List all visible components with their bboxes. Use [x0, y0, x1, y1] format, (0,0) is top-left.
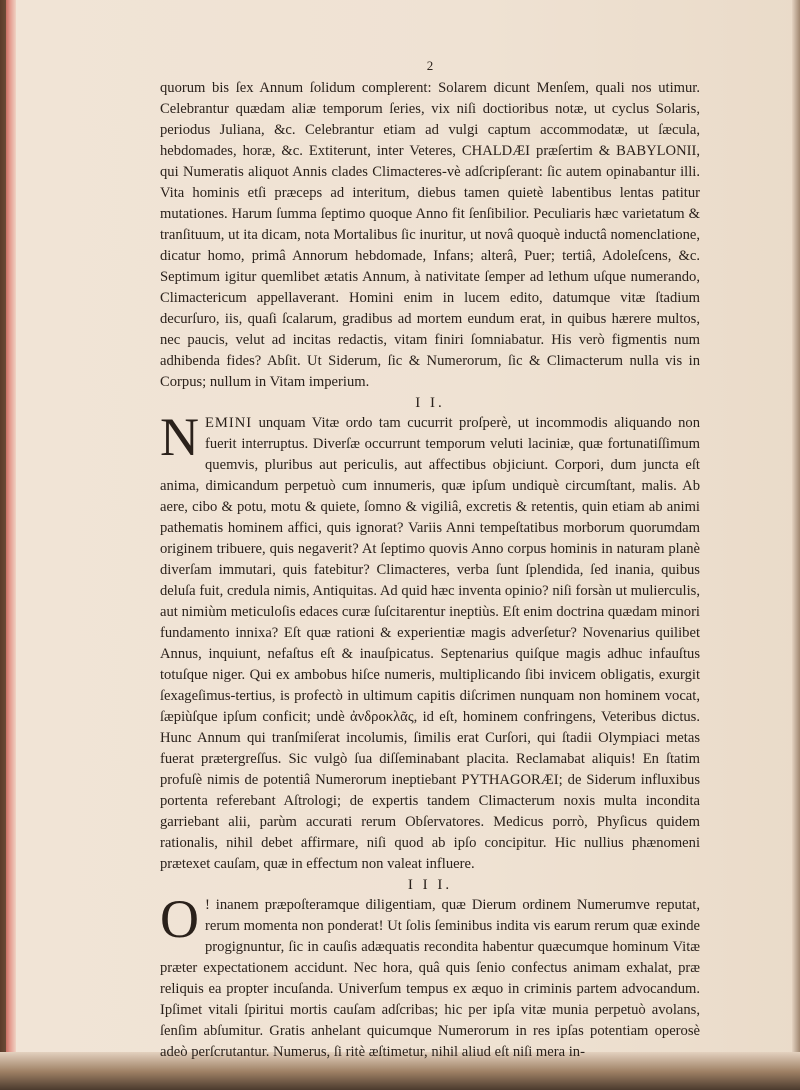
- text-page: [160, 58, 700, 1063]
- page-edge-right: [792, 0, 800, 1090]
- section-2-paragraph: [160, 407, 700, 875]
- page-number: 2: [426, 58, 434, 73]
- paragraph-text: unquam Vitæ ordo tam cucurrit proſperè, ut incommodis aliquando non fuerit interruptus. Diverſæ occurrunt temporum veluti laciniæ, quæ fortunatiſſimum quemvis, pluribus aut periculis, aut affectibus objiciunt. Corpori, dum juncta eſt anima, dimicandum perpetuò cum innumeris, quæ ipſum undiquè circumſtant, malis. Ab aere, cibo & potu, motu & quiete, ſomno & vigiliâ, excretis & retentis, quin etiam ab animi pathematis hominem affici, quis ignorat? Variis Anni tempeſtatibus morborum quorumdam originem tribuere, quis negaverit? At ſeptimo quovis Anno corpus hominis in naturam planè diverſam immutari, quis fatebitur? Climacteres, verba ſunt ſplendida, ſed inania, quibus deluſa fuit, credula nimis, Antiquitas. Ad quid hæc inventa opinio? niſi forsàn ut mulierculis, aut nimiùm meticuloſis edaces curæ ſuſcitarentur ineptiùs. Eſt enim doctrina quædam minori fundamento innixa? Eſt quæ rationi & experientiæ magis adverſetur? Novenarius quilibet Annus, inquiunt, nefaſtus eſt & inauſpicatus. Septenarius quiſque magis adhuc infauſtus totuſque niger. Qui ex ambobus hiſce numeris, multiplicando ſibi invicem obligatis, exurgit ſexageſimus-tertius, is profectò in ultimum capitis diſcrimen nunquam non hominem vocat, ſæpiùſque ipſum conficit; undè ἀνδροκλᾶς, id eſt, hominem confringens, Veteribus dictus. Hunc Annum qui tranſmiſerat incolumis, ſimilis erat Curſori, qui ſtadii Olympiaci metas fuerat prætergreſſus. Sic vulgò ſua diſſeminabant placita. Reclamabat aliquis! En ſtatim profuſè nimis de potentiâ Numerorum ineptiebant PYTHAGORÆI; de Siderum influxibus portenta referebant Aſtrologi; de expertis tandem Climacterum noxis multa incondita garriebant alii, parùm accurati rerum Obſervatores. Medicus porrò, Phyſicus quidem rationalis, nihil debet affirmare, niſi quod ab ipſo concipitur. Hic nullius phænomeni prætexet cauſam, quæ in effectum non valeat influere.: [160, 415, 700, 872]
- paragraph-text: quorum bis ſex Annum ſolidum complerent: Solarem dicunt Menſem, quali nos utimur. Celebrantur quædam aliæ temporum ſeries, vix niſi doctioribus notæ, ut cyclus Solaris, periodus Juliana, &c. Celebrantur etiam ad vulgi captum accommodatæ, ut ſæcula, hebdomades, horæ, &c. Extiterunt, inter Veteres, CHALDÆI præſertim & BABYLONII, qui Numeratis aliquot Annis clades Climacteres-vè adſcripſerant: ſic autem opinabantur illi. Vita hominis etſi præceps ad interitum, diebus tamen quietè labentibus lentas patitur mutationes. Harum ſumma ſeptimo quoque Anno fit ſenſibilior. Peculiaris hæc varietatum & tranſituum, ut ita dicam, nota Mortalibus ſic inuritur, ut novâ quoquè inductâ nomenclatione, dicatur homo, primâ Annorum hebdomade, Infans; alterâ, Puer; tertiâ, Adoleſcens, &c. Septimum igitur quemlibet ætatis Annum, à nativitate ſemper ad lethum uſque numerando, Climactericum appellaverant. Homini enim in lucem edito, datumque vitæ ſtadium decurſuro, iis, quaſi ſcalarum, gradibus ad mortem eundum erat, in quibus hærere multos, nec paucis, velut ad incitas redactis, vitam finiri ſomniabatur. His verò figmentis num adhibenda fides? Abſit. Ut Siderum, ſic & Numerorum, ſic & Climacterum nulla vis in Corpus; nullum in Vitam imperium.: [160, 80, 700, 390]
- section-3-paragraph: [160, 889, 700, 1063]
- page-edge-left: [6, 0, 16, 1090]
- paragraph-text: ! inanem præpoſteramque diligentiam, quæ Dierum ordinem Numerumve reputat, rerum momenta non ponderat! Ut ſolis ſeminibus indita vis earum rerum quæ exinde progignuntur, ſic in cauſis adæquatis recondita habentur quæcumque hominum Vitæ præter expectationem accidunt. Nec hora, quâ quis ſenio confectus animam exhalat, præ reliquis ea propter incuſanda. Univerſum tempus ex æquo in criminis partem advocandum. Ipſimet vitali ſpiritui mortis cauſam adſcribas; hic per ipſa vitæ munia perpetuò avolans, ſenſim abſumitur. Gratis anhelant quicumque Numerorum in res ipſas potentiam operosè adeò perſcrutantur. Numerus, ſi ritè æſtimetur, nihil aliud eſt niſi mera in-: [160, 897, 700, 1060]
- drop-cap: O: [160, 889, 199, 949]
- drop-cap: N: [160, 407, 199, 467]
- section-number-3: I I I.: [407, 877, 453, 893]
- lead-word: EMINI: [205, 415, 253, 431]
- section-number-2: I I.: [415, 395, 445, 411]
- continued-paragraph: [160, 78, 700, 393]
